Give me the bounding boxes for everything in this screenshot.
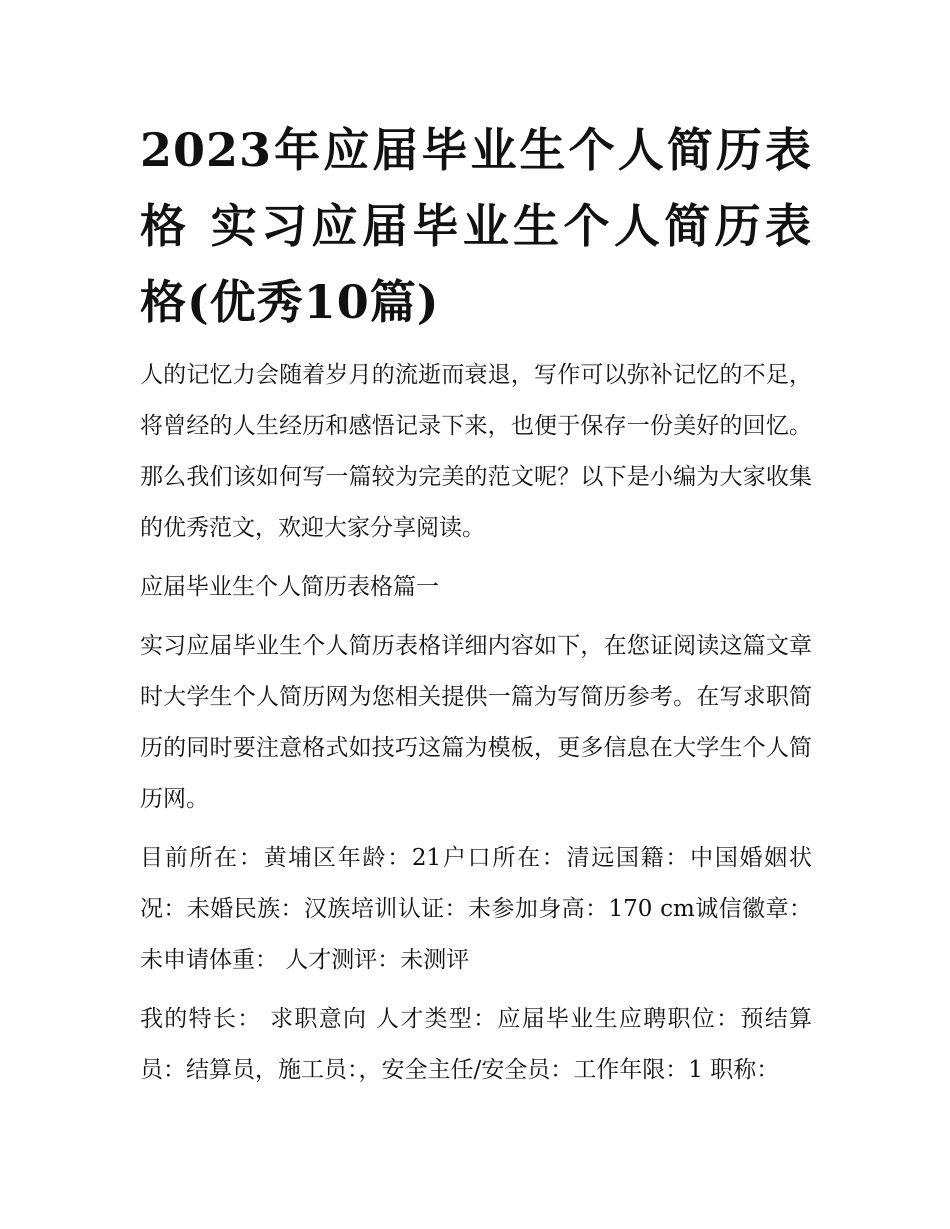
document-body	[140, 350, 812, 1096]
document-page	[140, 112, 812, 1104]
section-heading: 应届毕业生个人简历表格篇一	[140, 574, 439, 600]
document-title: 2023年应届毕业生个人简历表格 实习应届毕业生个人简历表格(优秀10篇)	[140, 123, 812, 329]
profile-details-paragraph: 目前所在：黄埔区年龄：21户口所在：清远国籍：中国婚姻状况：未婚民族：汉族培训认证：未参加身高：170 cm诚信徽章：未申请体重： 人才测评：未测评	[140, 845, 812, 973]
body-paragraph: 实习应届毕业生个人简历表格详细内容如下，在您证阅读这篇文章时大学生个人简历网为您相关提供一篇为写简历参考。在写求职简历的同时要注意格式如技巧这篇为模板，更多信息在大学生个人简历网。	[140, 633, 812, 812]
intro-paragraph: 人的记忆力会随着岁月的流逝而衰退，写作可以弥补记忆的不足，将曾经的人生经历和感悟记录下来，也便于保存一份美好的回忆。那么我们该如何写一篇较为完美的范文呢？以下是小编为大家收集的优秀范文，欢迎大家分享阅读。	[140, 362, 812, 541]
job-intention-paragraph: 我的特长： 求职意向 人才类型：应届毕业生应聘职位：预结算员：结算员，施工员：，安全主任/安全员：工作年限：1 职称：	[140, 1006, 812, 1083]
